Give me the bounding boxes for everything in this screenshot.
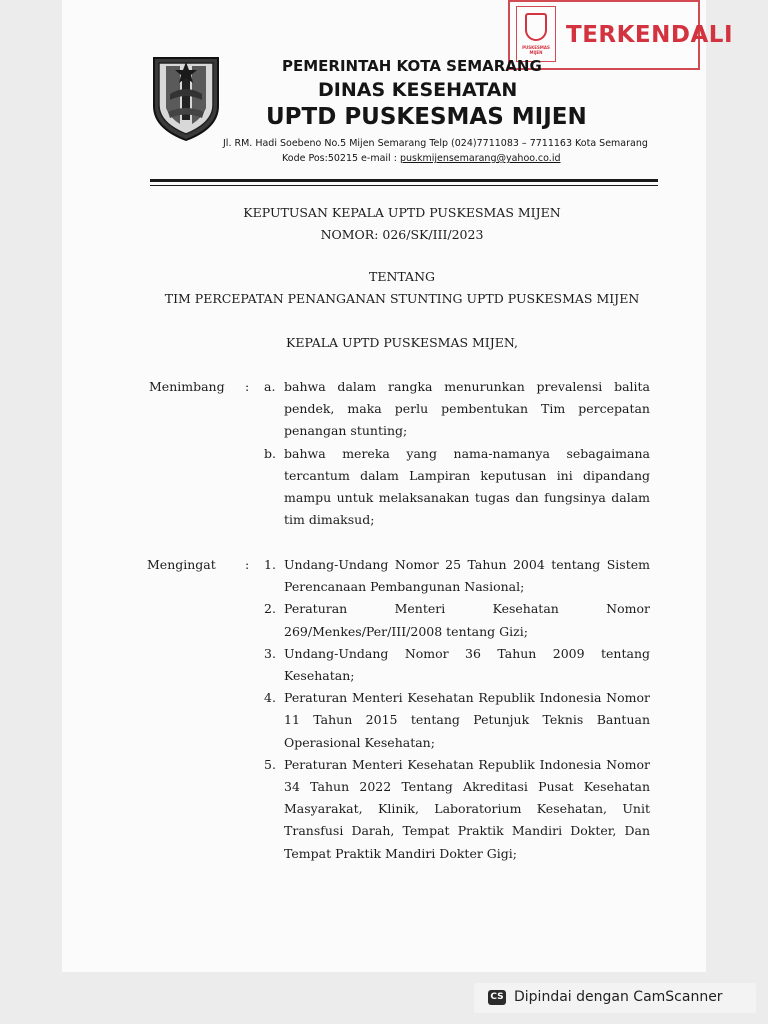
mengingat-item-marker: 1. bbox=[264, 557, 276, 572]
stamp-text: TERKENDALI bbox=[566, 22, 733, 48]
mengingat-item-marker: 4. bbox=[264, 690, 276, 706]
mengingat-item-line: Undang-Undang Nomor 36 Tahun 2009 tentang bbox=[284, 645, 650, 661]
mengingat-item-line: Undang-Undang Nomor 25 Tahun 2004 tentang Sistem bbox=[284, 557, 650, 572]
seal-label: PUSKESMAS MIJEN bbox=[522, 45, 550, 55]
mengingat-label: Mengingat bbox=[147, 557, 216, 572]
mengingat-item-line: Peraturan Menteri Kesehatan Nomor bbox=[284, 601, 650, 617]
stamp-seal bbox=[516, 6, 556, 62]
mengingat-item-marker: 3. bbox=[264, 645, 276, 661]
menimbang-item-line: pendek, maka perlu pembentukan Tim percepatan bbox=[284, 401, 650, 417]
letterhead-rule bbox=[150, 179, 658, 182]
camscanner-label: Dipindai dengan CamScanner bbox=[514, 989, 723, 1005]
menimbang-item-line: tercantum dalam Lampiran keputusan ini dipandang bbox=[284, 467, 650, 483]
menimbang-item-marker: a. bbox=[264, 379, 276, 394]
decree-subject: TIM PERCEPATAN PENANGANAN STUNTING UPTD PUSKESMAS MIJEN bbox=[164, 291, 640, 306]
menimbang-item-line: mampu untuk melaksanakan tugas dan fungsinya dalam bbox=[284, 490, 650, 505]
letterhead-postal bbox=[282, 153, 561, 164]
mengingat-item-line: 11 Tahun 2015 tentang Petunjuk Teknis Bantuan bbox=[284, 712, 650, 728]
letterhead-rule-thin bbox=[150, 185, 658, 186]
mengingat-item-line: Peraturan Menteri Kesehatan Republik Indonesia Nomor bbox=[284, 756, 650, 772]
menimbang-item-line: penangan stunting; bbox=[284, 423, 408, 439]
issuer-title: KEPALA UPTD PUSKESMAS MIJEN, bbox=[286, 335, 518, 350]
menimbang-label: Menimbang bbox=[149, 379, 225, 394]
government-name: PEMERINTAH KOTA SEMARANG bbox=[282, 57, 542, 75]
decree-title: KEPUTUSAN KEPALA UPTD PUSKESMAS MIJEN bbox=[243, 205, 561, 220]
decree-number: NOMOR: 026/SK/III/2023 bbox=[320, 227, 484, 242]
mengingat-item-marker: 5. bbox=[264, 756, 276, 772]
mengingat-colon: : bbox=[245, 557, 250, 572]
letterhead-address: Jl. RM. Hadi Soebeno No.5 Mijen Semarang Telp (024)7711083 – 7711163 Kota Semarang bbox=[223, 138, 648, 149]
camscanner-icon: CS bbox=[488, 990, 506, 1005]
mengingat-item-line: Tempat Praktik Mandiri Dokter Gigi; bbox=[284, 845, 517, 861]
mengingat-item-line: Masyarakat, Klinik, Laboratorium Kesehatan, Unit bbox=[284, 801, 650, 817]
mengingat-item-line: Operasional Kesehatan; bbox=[284, 734, 435, 750]
seal-emblem-icon bbox=[525, 13, 547, 41]
camscanner-watermark bbox=[474, 983, 756, 1013]
mengingat-item-line: Transfusi Darah, Tempat Praktik Mandiri Dokter, Dan bbox=[284, 823, 650, 839]
menimbang-colon: : bbox=[245, 379, 250, 394]
postal-prefix: Kode Pos:50215 e-mail : bbox=[282, 153, 400, 164]
mengingat-item-line: Perencanaan Pembangunan Nasional; bbox=[284, 579, 525, 595]
mengingat-item-line: 269/Menkes/Per/III/2008 tentang Gizi; bbox=[284, 623, 528, 639]
unit-name: UPTD PUSKESMAS MIJEN bbox=[266, 104, 587, 130]
menimbang-item-line: bahwa dalam rangka menurunkan prevalensi balita bbox=[284, 379, 650, 394]
email-link[interactable]: puskmijensemarang@yahoo.co.id bbox=[399, 153, 561, 164]
mengingat-item-line: Kesehatan; bbox=[284, 668, 355, 683]
department-name: DINAS KESEHATAN bbox=[318, 79, 518, 101]
mengingat-item-line: 34 Tahun 2022 Tentang Akreditasi Pusat Kesehatan bbox=[284, 779, 650, 794]
mengingat-item-marker: 2. bbox=[264, 601, 276, 617]
semarang-city-emblem-icon bbox=[150, 54, 222, 142]
about-label: TENTANG bbox=[368, 269, 435, 284]
menimbang-item-line: tim dimaksud; bbox=[284, 512, 375, 528]
mengingat-item-line: Peraturan Menteri Kesehatan Republik Indonesia Nomor bbox=[284, 690, 650, 706]
menimbang-item-marker: b. bbox=[264, 445, 276, 461]
menimbang-item-line: bahwa mereka yang nama-namanya sebagaimana bbox=[284, 445, 650, 461]
